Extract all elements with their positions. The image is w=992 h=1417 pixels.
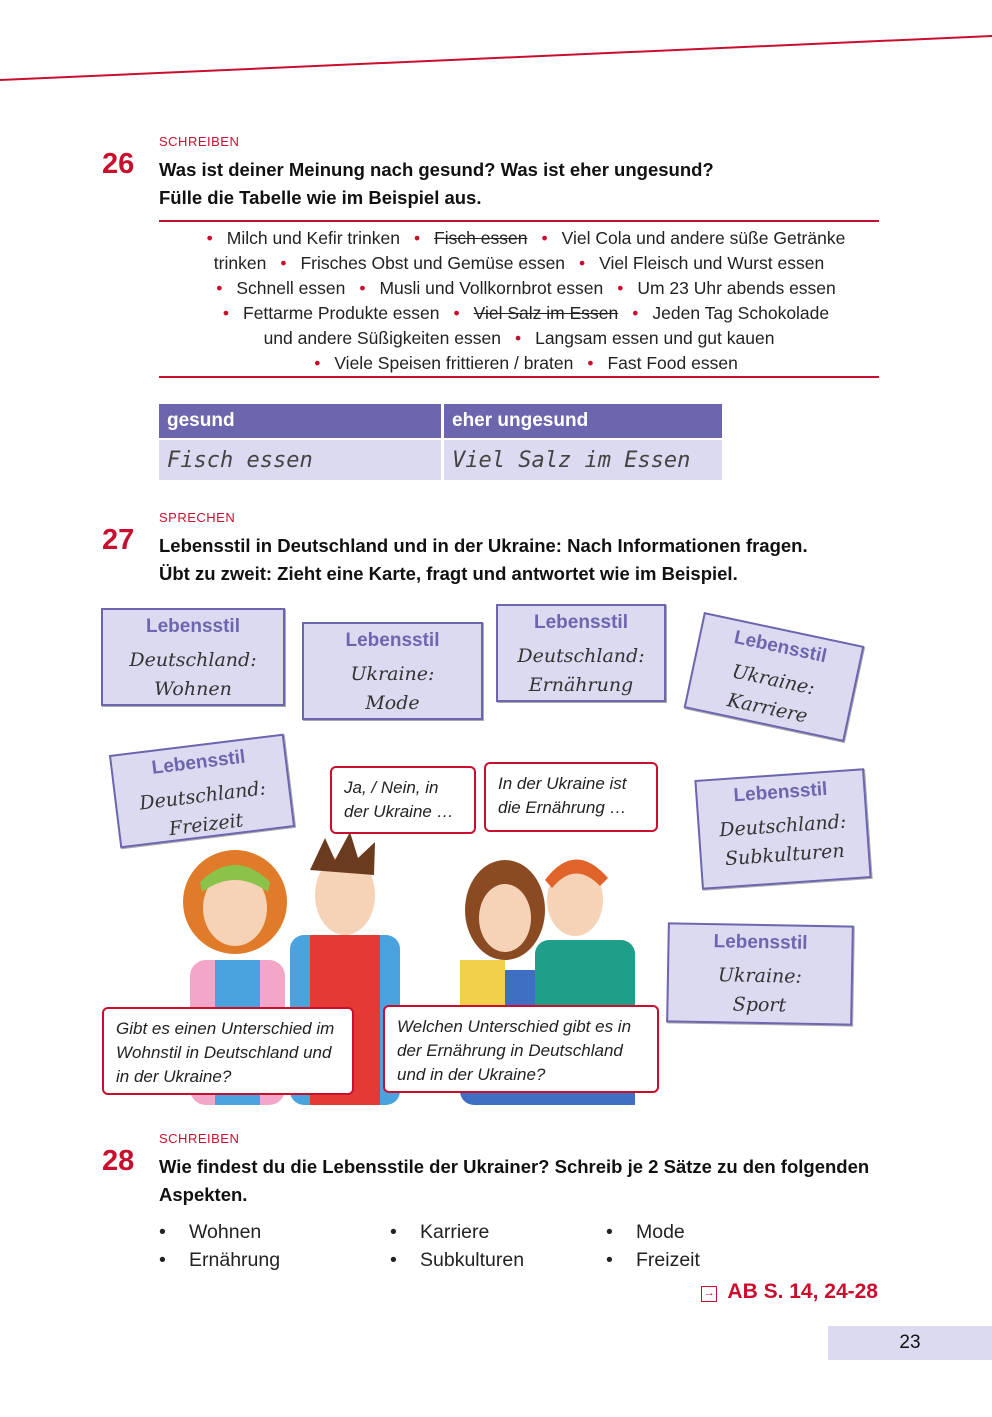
speech-bubble-answer-2: In der Ukraine ist die Ernährung … [484,762,658,832]
table-cell-ungesund[interactable]: Viel Salz im Essen [443,439,724,480]
card-ukraine-karriere[interactable] [684,612,865,742]
card-body: Deutschland: Ernährung [517,645,645,696]
card-body: Ukraine: Sport [717,964,803,1017]
card-ukraine-sport[interactable] [666,922,854,1025]
speech-bubble-answer-1: Ja, / Nein, in der Ukraine … [330,766,476,834]
task-28-type: SCHREIBEN [159,1131,240,1146]
word-item: Musli und Vollkornbrot essen [379,278,604,298]
aspect-item: • Karriere [390,1218,524,1246]
card-deutschland-subkulturen[interactable] [694,768,871,890]
word-item: Viel Salz im Essen [473,303,619,323]
card-title: Lebensstil [732,627,829,668]
task-27-line1: Lebensstil in Deutschland und in der Ukraine: Nach Informationen fragen. [159,535,808,556]
table-header-gesund: gesund [159,404,443,439]
arrow-icon: → [701,1286,717,1302]
task-27-line2: Übt zu zweit: Zieht eine Karte, fragt und antwortet wie im Beispiel. [159,563,738,584]
card-body: Deutschland: Freizeit [138,777,268,841]
word-box-bottom-rule [159,376,879,378]
word-item: Viel Fleisch und Wurst essen [599,253,825,273]
card-deutschland-wohnen[interactable] [101,608,285,706]
card-title: Lebensstil [150,746,247,779]
aspects-col-2 [390,1218,524,1274]
word-box-top-rule [159,220,879,222]
word-item: Fast Food essen [607,353,738,373]
card-ukraine-mode[interactable] [302,622,483,720]
word-item: Frisches Obst und Gemüse essen [300,253,566,273]
word-item: Langsam essen und gut kauen [535,328,775,348]
aspect-item: • Freizeit [606,1246,700,1274]
word-item: Jeden Tag Schokolade [652,303,830,323]
card-body: Deutschland: Subkulturen [718,810,847,871]
card-body: Deutschland: Wohnen [129,649,257,700]
speech-bubble-question-2: Welchen Unterschied gibt es in der Ernährung in Deutschland und in der Ukraine? [383,1005,659,1093]
task-28-instruction [159,1153,899,1209]
card-title: Lebensstil [732,778,829,807]
workbook-reference-text: AB S. 14, 24-28 [727,1280,878,1303]
word-item: Fisch essen [434,228,528,248]
word-item: und andere Süßigkeiten essen [263,328,501,348]
card-title: Lebensstil [146,616,240,637]
aspect-item: • Mode [606,1218,700,1246]
task-26-instruction [159,156,899,212]
word-item: Viele Speisen frittieren / braten [334,353,574,373]
card-title: Lebensstil [345,630,440,651]
task-26-line2: Fülle die Tabelle wie im Beispiel aus. [159,187,482,208]
word-item: Schnell essen [236,278,346,298]
task-26-line1: Was ist deiner Meinung nach gesund? Was ist eher ungesund? [159,159,714,180]
aspects-col-1 [159,1218,280,1274]
speech-bubble-question-1: Gibt es einen Unterschied im Wohnstil in Deutschland und in der Ukraine? [102,1007,354,1095]
table-header-ungesund: eher ungesund [443,404,724,439]
table-cell-gesund[interactable]: Fisch essen [159,439,443,480]
task-27-instruction [159,532,899,588]
card-title: Lebensstil [534,612,628,633]
task-26-type: SCHREIBEN [159,134,240,149]
aspects-col-3 [606,1218,700,1274]
header-rule [0,0,992,90]
aspect-item: • Wohnen [159,1218,280,1246]
card-body: Ukraine: Mode [350,663,435,714]
word-item: Milch und Kefir trinken [226,228,400,248]
health-table [159,404,725,480]
card-body: Ukraine: Karriere [725,660,817,728]
task-28-number: 28 [102,1145,135,1177]
word-item: Viel Cola und andere süße Getränke [561,228,846,248]
task-26-number: 26 [102,148,135,180]
word-item: Fettarme Produkte essen [243,303,440,323]
card-deutschland-ernaehrung[interactable] [496,604,666,702]
aspect-item: • Subkulturen [390,1246,524,1274]
workbook-reference[interactable] [701,1280,878,1304]
word-item: trinken [213,253,267,273]
page-number: 23 [828,1326,992,1360]
word-box: • Milch und Kefir trinken • Fisch essen • Viel Cola und andere süße Getränke trinken • Frisches Obst und Gemüse essen • Viel Fleisch und Wurst essen • Schnell essen • Musli und Vollkornbrot essen • Um 23 Uhr abends essen • Fettarme Produkte essen • Viel Salz im Essen • Jeden Tag Schokolade und andere Süßigkeiten essen • Langsam essen und gut kauen • Viele Speisen frittieren / braten • Fast Food essen [206,228,846,373]
card-title: Lebensstil [713,931,808,954]
aspect-item: • Ernährung [159,1246,280,1274]
task-28-line2: Aspekten. [159,1184,248,1205]
task-27-type: SPRECHEN [159,510,236,525]
word-item: Um 23 Uhr abends essen [637,278,836,298]
task-27-number: 27 [102,524,135,556]
task-28-line1: Wie findest du die Lebensstile der Ukrainer? Schreib je 2 Sätze zu den folgenden [159,1156,870,1177]
